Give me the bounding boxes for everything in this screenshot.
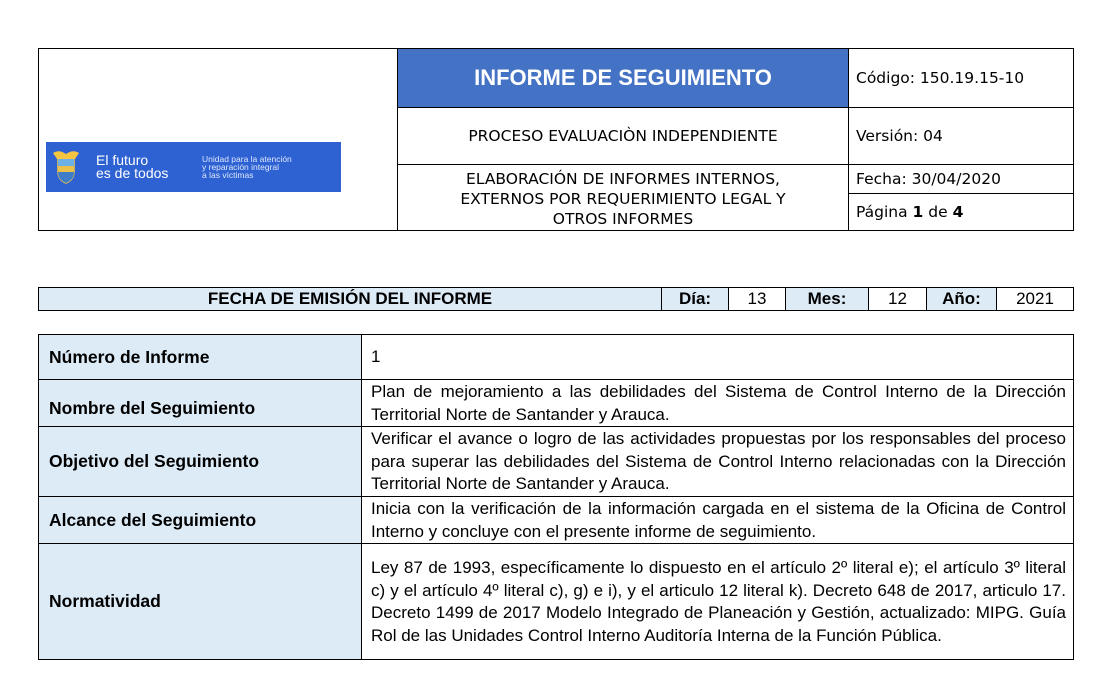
report-info-table [38,334,1074,660]
logo-entity-line-2: y reparación integral [202,162,280,172]
month-value: 12 [869,288,927,311]
document-header [38,48,1074,231]
info-row-alcance [39,497,1074,544]
follow-up-objective-label: Objetivo del Seguimiento [39,427,362,497]
procedure-line-1: ELABORACIÓN DE INFORMES INTERNOS, [466,170,780,188]
report-number-value: 1 [362,335,1074,380]
document-date: Fecha: 30/04/2020 [849,165,1074,194]
page-separator: de [923,203,953,221]
procedure-line-3: OTROS INFORMES [552,210,694,228]
regulations-value: Ley 87 de 1993, específicamente lo dispuesto en el artículo 2º literal e); el artículo 3º literal c) y el artículo 4º literal c), g) e i), y el articulo 12 literal k). Decreto 648 de 2017, articulo 17. Decreto 1499 de 2017 Modelo Integrado de Planeación y Gestión, actualizado: MIPG. Guía Rol de las Unidades Control Interno Auditoría Interna de la Función Pública. [362,544,1074,660]
day-value: 13 [729,288,786,311]
page-prefix: Página [856,203,913,221]
info-row-nombre [39,380,1074,427]
year-label: Año: [927,288,997,311]
info-row-numero [39,335,1074,380]
logo-entity-line-3: a las víctimas [202,170,254,180]
day-label: Día: [662,288,729,311]
page-current: 1 [912,203,924,221]
logo-slogan [96,154,196,180]
entity-logo [46,142,341,192]
logo-entity-name [202,155,292,179]
follow-up-objective-value: Verificar el avance o logro de las actividades propuestas por los responsables del proceso para superar las debilidades del Sistema de Control Interno relacionadas con la Dirección Territorial Norte de Santander y Arauca. [362,427,1074,497]
logo-slogan-line-1: El futuro [96,152,149,168]
procedure-line-2: EXTERNOS POR REQUERIMIENTO LEGAL Y [460,190,786,208]
logo-entity-line-1: Unidad para la atención [202,154,292,164]
follow-up-scope-label: Alcance del Seguimiento [39,497,362,544]
report-number-label: Número de Informe [39,335,362,380]
year-value: 2021 [997,288,1074,311]
procedure-name [398,165,849,231]
document-version: Versión: 04 [849,108,1074,165]
process-name: PROCESO EVALUACIÒN INDEPENDIENTE [398,108,849,165]
colombia-coat-of-arms-icon [46,142,86,192]
document-code: Código: 150.19.15-10 [849,49,1074,108]
info-row-normatividad [39,544,1074,660]
page-number [849,194,1074,231]
regulations-label: Normatividad [39,544,362,660]
page-total: 4 [952,203,964,221]
document-title: INFORME DE SEGUIMIENTO [398,49,849,108]
follow-up-name-label: Nombre del Seguimiento [39,380,362,427]
month-label: Mes: [786,288,869,311]
issue-date-label: FECHA DE EMISIÓN DEL INFORME [39,288,662,311]
follow-up-scope-value: Inicia con la verificación de la información cargada en el sistema de la Oficina de Control Interno y concluye con el presente informe de seguimiento. [362,497,1074,544]
follow-up-name-value: Plan de mejoramiento a las debilidades del Sistema de Control Interno de la Dirección Territorial Norte de Santander y Arauca. [362,380,1074,427]
issue-date-table [38,287,1074,311]
logo-slogan-line-2: es de todos [96,165,169,181]
info-row-objetivo [39,427,1074,497]
logo-cell [39,49,398,231]
